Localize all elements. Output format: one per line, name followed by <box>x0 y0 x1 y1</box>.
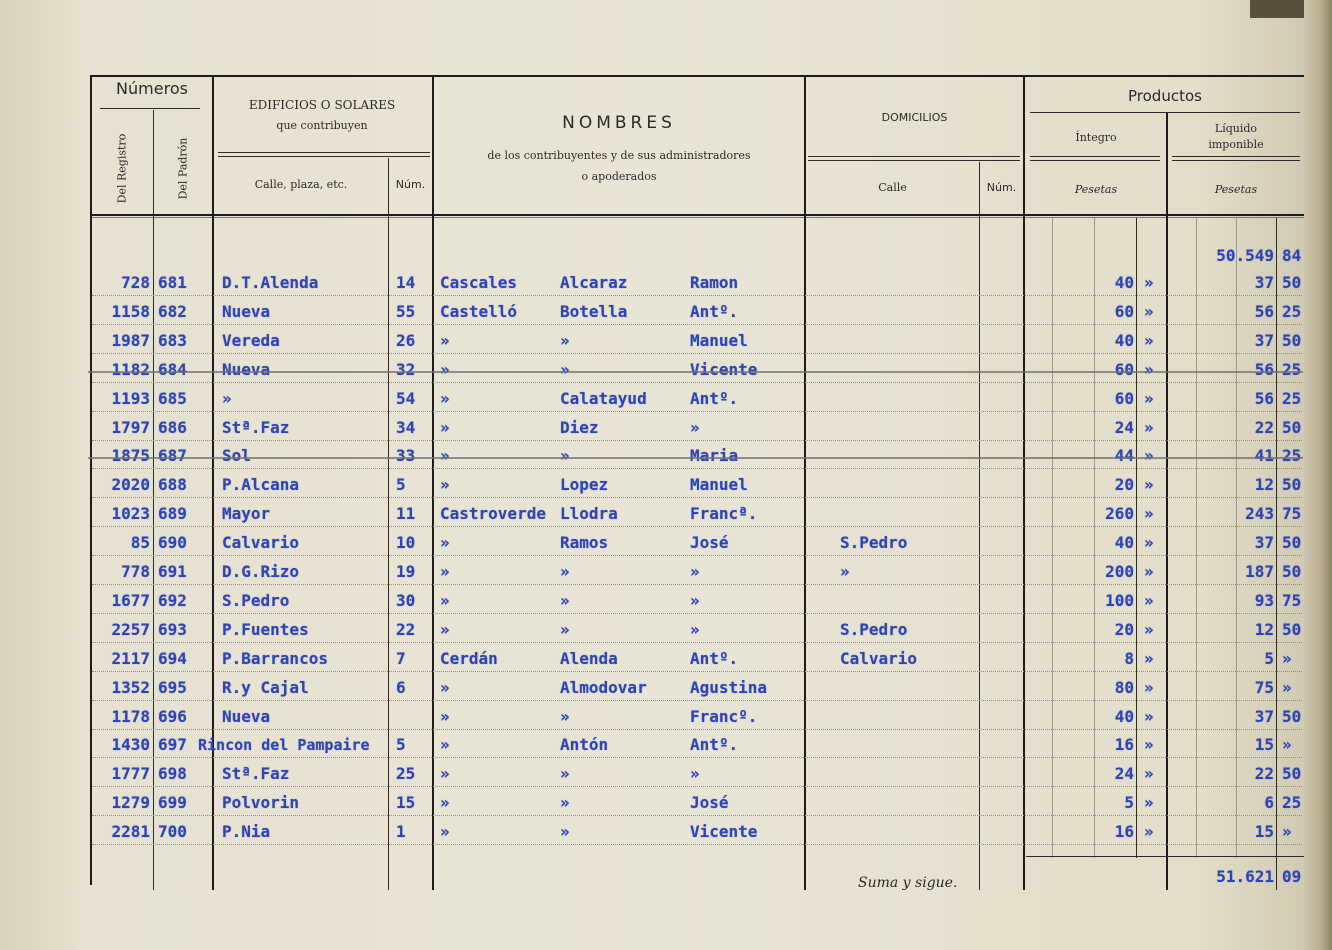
cell-calle: Mayor <box>222 504 271 524</box>
edificios-rule-1 <box>218 152 430 153</box>
cell-padron: 697 <box>158 735 187 755</box>
cell-calle: P.Nia <box>222 822 271 842</box>
cell-padron: 684 <box>158 359 187 379</box>
cell-padron: 689 <box>158 504 187 524</box>
cell-liquido-centimos: » <box>1282 648 1292 668</box>
col-rule-left <box>90 75 92 885</box>
cell-calle: D.T.Alenda <box>222 273 319 292</box>
cell-liquido-pesetas: 56 <box>1254 359 1274 379</box>
cell-apellido-1: » <box>440 619 450 639</box>
cell-liquido-pesetas: 56 <box>1254 388 1274 408</box>
cell-liquido-centimos: 25 <box>1282 388 1302 408</box>
cell-registro: 778 <box>121 562 150 581</box>
cell-liquido-centimos: 50 <box>1282 273 1302 292</box>
cell-liquido-centimos: 50 <box>1282 330 1302 350</box>
cell-padron: 686 <box>158 417 187 437</box>
cell-liquido-centimos: 75 <box>1282 504 1302 524</box>
cell-apellido-2: Alenda <box>560 648 618 668</box>
col-rule-num <box>432 75 434 890</box>
carry-in-liquido-pesetas: 50.549 <box>1216 246 1274 265</box>
row-guide-line <box>92 440 1302 441</box>
cell-calle: P.Barrancos <box>222 648 328 668</box>
cell-integro-centimos: » <box>1144 504 1154 524</box>
row-guide-line <box>92 844 1302 845</box>
cell-integro-pesetas: 80 <box>1114 677 1134 697</box>
cell-registro: 1677 <box>111 590 150 610</box>
cell-num: 22 <box>396 619 416 639</box>
cell-apellido-1: » <box>440 735 450 755</box>
total-rule <box>1026 856 1304 857</box>
cell-liquido-pesetas: 187 <box>1245 562 1274 581</box>
cell-registro: 85 <box>130 533 150 553</box>
cell-calle: » <box>222 388 232 408</box>
cell-calle: P.Alcana <box>222 475 300 495</box>
cell-registro: 2281 <box>111 822 150 842</box>
cell-nombre: Manuel <box>690 330 748 350</box>
cell-apellido-1: » <box>440 677 450 697</box>
cell-num: 26 <box>396 330 416 350</box>
cell-nombre: Antº. <box>690 735 739 755</box>
cell-apellido-2: Botella <box>560 301 628 321</box>
header-domicilios: DOMICILIOS <box>881 111 948 124</box>
cell-integro-pesetas: 40 <box>1114 533 1134 553</box>
cell-num: 55 <box>396 301 416 321</box>
cell-apellido-2: » <box>560 793 570 813</box>
cell-calle: P.Fuentes <box>222 619 309 639</box>
cell-num: 10 <box>396 533 416 553</box>
cell-domicilio: S.Pedro <box>840 533 908 553</box>
cell-liquido-pesetas: 243 <box>1245 504 1274 524</box>
productos-rule <box>1030 112 1300 113</box>
cell-liquido-centimos: 50 <box>1282 417 1302 437</box>
row-guide-line <box>92 497 1302 498</box>
cell-integro-centimos: » <box>1144 533 1154 553</box>
cell-liquido-pesetas: 37 <box>1254 533 1274 553</box>
strike-through-line <box>88 371 1303 373</box>
cell-apellido-2: Calatayud <box>560 388 647 408</box>
cell-num: 54 <box>396 388 416 408</box>
cell-apellido-1: » <box>440 359 450 379</box>
cell-padron: 696 <box>158 706 187 726</box>
header-nombres: NOMBRES <box>562 113 676 133</box>
integro-rule-2 <box>1030 160 1160 161</box>
row-guide-line <box>92 786 1302 787</box>
cell-domicilio: Calvario <box>840 648 918 668</box>
header-edificios-l1: EDIFICIOS O SOLARES <box>248 98 396 112</box>
cell-integro-pesetas: 20 <box>1114 619 1134 639</box>
cell-integro-pesetas: 60 <box>1114 301 1134 321</box>
cell-integro-centimos: » <box>1144 359 1154 379</box>
cell-num: 7 <box>396 648 406 668</box>
cell-liquido-pesetas: 6 <box>1264 793 1274 813</box>
table-top-rule <box>90 75 1304 77</box>
cell-padron: 687 <box>158 446 187 466</box>
cell-padron: 682 <box>158 301 187 321</box>
cell-registro: 728 <box>121 273 150 292</box>
col-rule-int-a <box>1052 218 1053 858</box>
cell-registro: 1193 <box>111 388 150 408</box>
cell-padron: 695 <box>158 677 187 697</box>
cell-integro-centimos: » <box>1144 590 1154 610</box>
cell-nombre: Antº. <box>690 388 739 408</box>
cell-apellido-1: Cerdán <box>440 648 498 668</box>
cell-registro: 1875 <box>111 446 150 466</box>
header-numeros: Números <box>116 79 188 98</box>
col-rule-calle <box>388 158 389 890</box>
cell-integro-pesetas: 20 <box>1114 475 1134 495</box>
cell-nombre: » <box>690 590 700 610</box>
cell-apellido-1: Castelló <box>440 301 518 321</box>
header-bottom-rule-2 <box>90 217 1304 218</box>
cell-nombre: Manuel <box>690 475 748 495</box>
cell-liquido-pesetas: 37 <box>1254 330 1274 350</box>
edificios-rule-2 <box>218 156 430 157</box>
cell-liquido-pesetas: 93 <box>1254 590 1274 610</box>
cell-num: 5 <box>396 735 406 755</box>
cell-apellido-1: » <box>440 822 450 842</box>
cell-padron: 699 <box>158 793 187 813</box>
cell-liquido-pesetas: 12 <box>1254 619 1274 639</box>
cell-integro-pesetas: 16 <box>1114 822 1134 842</box>
cell-apellido-1: » <box>440 793 450 813</box>
header-pesetas-1: Pesetas <box>1074 183 1118 196</box>
cell-calle: Nueva <box>222 706 271 726</box>
cell-liquido-centimos: 50 <box>1282 533 1302 553</box>
cell-liquido-centimos: 50 <box>1282 562 1302 581</box>
cell-calle: D.G.Rizo <box>222 562 300 581</box>
cell-calle: Stª.Faz <box>222 764 290 784</box>
header-num: Núm. <box>395 178 426 191</box>
cell-num: 15 <box>396 793 416 813</box>
cell-calle: Rincon del Pampaire <box>198 736 370 755</box>
cell-integro-pesetas: 200 <box>1105 562 1134 581</box>
cell-integro-pesetas: 100 <box>1105 590 1134 610</box>
cell-liquido-pesetas: 15 <box>1254 822 1274 842</box>
cell-calle: Vereda <box>222 330 280 350</box>
cell-nombre: Francº. <box>690 706 758 726</box>
cell-padron: 693 <box>158 619 187 639</box>
cell-integro-pesetas: 5 <box>1124 793 1134 813</box>
cell-nombre: Antº. <box>690 648 739 668</box>
cell-registro: 1797 <box>111 417 150 437</box>
cell-apellido-2: Antón <box>560 735 609 755</box>
cell-liquido-pesetas: 15 <box>1254 735 1274 755</box>
header-productos: Productos <box>1128 87 1202 105</box>
cell-num: 11 <box>396 504 416 524</box>
col-rule-reg <box>153 110 154 890</box>
cell-apellido-2: » <box>560 359 570 379</box>
cell-apellido-1: » <box>440 475 450 495</box>
cell-calle: R.y Cajal <box>222 677 309 697</box>
cell-apellido-1: » <box>440 533 450 553</box>
domicilios-rule-2 <box>808 160 1020 161</box>
cell-liquido-centimos: 25 <box>1282 301 1302 321</box>
cell-nombre: Francª. <box>690 504 758 524</box>
cell-liquido-pesetas: 37 <box>1254 706 1274 726</box>
numeros-rule <box>100 108 200 109</box>
suma-y-sigue: Suma y sigue. <box>858 875 958 891</box>
cell-registro: 1352 <box>111 677 150 697</box>
cell-integro-centimos: » <box>1144 822 1154 842</box>
cell-liquido-centimos: 25 <box>1282 446 1302 466</box>
row-guide-line <box>92 815 1302 816</box>
row-guide-line <box>92 411 1302 412</box>
cell-liquido-centimos: 25 <box>1282 359 1302 379</box>
cell-num: 32 <box>396 359 416 379</box>
cell-apellido-1: » <box>440 562 450 581</box>
col-rule-int-cts <box>1136 218 1137 858</box>
cell-padron: 681 <box>158 273 187 292</box>
cell-calle: Nueva <box>222 359 271 379</box>
cell-num: 19 <box>396 562 416 581</box>
cell-integro-pesetas: 60 <box>1114 388 1134 408</box>
cell-registro: 1158 <box>111 301 150 321</box>
cell-nombre: Vicente <box>690 822 758 842</box>
row-guide-line <box>92 353 1302 354</box>
cell-num: 6 <box>396 677 406 697</box>
cell-calle: S.Pedro <box>222 590 290 610</box>
cell-integro-pesetas: 8 <box>1124 648 1134 668</box>
cell-num: 25 <box>396 764 416 784</box>
cell-registro: 1023 <box>111 504 150 524</box>
cell-integro-centimos: » <box>1144 619 1154 639</box>
cell-integro-pesetas: 40 <box>1114 273 1134 292</box>
cell-integro-centimos: » <box>1144 475 1154 495</box>
cell-padron: 685 <box>158 388 187 408</box>
cell-liquido-pesetas: 56 <box>1254 301 1274 321</box>
cell-padron: 688 <box>158 475 187 495</box>
row-guide-line <box>92 700 1302 701</box>
cell-registro: 1777 <box>111 764 150 784</box>
col-rule-nombres <box>804 75 806 890</box>
cell-apellido-1: » <box>440 706 450 726</box>
cell-apellido-2: Alcaraz <box>560 273 628 292</box>
col-rule-pad <box>212 75 214 890</box>
cell-apellido-2: » <box>560 590 570 610</box>
cell-apellido-2: Diez <box>560 417 599 437</box>
cell-apellido-2: Lopez <box>560 475 609 495</box>
cell-nombre: » <box>690 619 700 639</box>
cell-domicilio: S.Pedro <box>840 619 908 639</box>
cell-calle: Calvario <box>222 533 300 553</box>
cell-liquido-centimos: 50 <box>1282 706 1302 726</box>
cell-integro-centimos: » <box>1144 417 1154 437</box>
cell-nombre: » <box>690 562 700 581</box>
cell-integro-centimos: » <box>1144 648 1154 668</box>
cell-num: 33 <box>396 446 416 466</box>
cell-apellido-2: Llodra <box>560 504 618 524</box>
row-guide-line <box>92 584 1302 585</box>
cell-nombre: Vicente <box>690 359 758 379</box>
cell-liquido-pesetas: 12 <box>1254 475 1274 495</box>
cell-liquido-centimos: 75 <box>1282 590 1302 610</box>
cell-liquido-pesetas: 22 <box>1254 764 1274 784</box>
strike-through-line <box>88 457 1303 459</box>
cell-liquido-pesetas: 5 <box>1264 648 1274 668</box>
row-guide-line <box>92 324 1302 325</box>
cell-apellido-2: Ramos <box>560 533 609 553</box>
cell-padron: 694 <box>158 648 187 668</box>
cell-integro-centimos: » <box>1144 562 1154 581</box>
cell-registro: 1182 <box>111 359 150 379</box>
col-rule-liq-cts <box>1276 218 1277 890</box>
cell-domicilio: » <box>840 562 850 581</box>
cell-liquido-pesetas: 22 <box>1254 417 1274 437</box>
cell-integro-centimos: » <box>1144 273 1154 292</box>
cell-nombre: Maria <box>690 446 739 466</box>
domicilios-rule-1 <box>808 156 1020 157</box>
header-dom-calle: Calle <box>878 181 907 194</box>
row-guide-line <box>92 642 1302 643</box>
cell-registro: 1430 <box>111 735 150 755</box>
liquido-rule-1 <box>1172 156 1300 157</box>
header-nombres-sub1: de los contribuyentes y de sus administradores <box>487 149 751 162</box>
cell-calle: Sol <box>222 446 251 466</box>
cell-integro-centimos: » <box>1144 764 1154 784</box>
cell-apellido-1: » <box>440 417 450 437</box>
row-guide-line <box>92 526 1302 527</box>
cell-integro-pesetas: 16 <box>1114 735 1134 755</box>
cell-integro-centimos: » <box>1144 735 1154 755</box>
cell-nombre: Ramon <box>690 273 739 292</box>
cell-nombre: José <box>690 793 729 813</box>
cell-padron: 692 <box>158 590 187 610</box>
cell-apellido-2: » <box>560 822 570 842</box>
cell-num: 5 <box>396 475 406 495</box>
cell-num: 1 <box>396 822 406 842</box>
liquido-rule-2 <box>1172 160 1300 161</box>
cell-apellido-2: » <box>560 562 570 581</box>
cell-padron: 700 <box>158 822 187 842</box>
cell-liquido-centimos: 50 <box>1282 764 1302 784</box>
cell-apellido-2: » <box>560 446 570 466</box>
cell-registro: 2117 <box>111 648 150 668</box>
cell-apellido-1: » <box>440 446 450 466</box>
cell-liquido-pesetas: 41 <box>1254 446 1274 466</box>
cell-apellido-2: » <box>560 764 570 784</box>
header-integro: Íntegro <box>1075 131 1117 144</box>
cell-registro: 1178 <box>111 706 150 726</box>
cell-liquido-centimos: 50 <box>1282 475 1302 495</box>
cell-integro-pesetas: 60 <box>1114 359 1134 379</box>
row-guide-line <box>92 295 1302 296</box>
row-guide-line <box>92 671 1302 672</box>
cell-apellido-2: » <box>560 706 570 726</box>
header-dom-num: Núm. <box>986 181 1017 194</box>
row-guide-line <box>92 382 1302 383</box>
cell-integro-centimos: » <box>1144 677 1154 697</box>
cell-num: 34 <box>396 417 416 437</box>
cell-integro-pesetas: 44 <box>1114 446 1134 466</box>
header-bottom-rule <box>90 214 1304 216</box>
carry-in-liquido-centimos: 84 <box>1282 246 1302 265</box>
cell-nombre: Antº. <box>690 301 739 321</box>
header-liquido-l1: Líquido <box>1214 122 1258 135</box>
cell-nombre: José <box>690 533 729 553</box>
total-liquido-pesetas: 51.621 <box>1216 867 1274 886</box>
header-pesetas-2: Pesetas <box>1214 183 1258 196</box>
cell-liquido-centimos: 50 <box>1282 619 1302 639</box>
cell-integro-pesetas: 260 <box>1105 504 1134 524</box>
cell-integro-pesetas: 24 <box>1114 417 1134 437</box>
cell-integro-centimos: » <box>1144 388 1154 408</box>
cell-apellido-2: » <box>560 330 570 350</box>
cell-integro-centimos: » <box>1144 330 1154 350</box>
cell-padron: 690 <box>158 533 187 553</box>
cell-integro-pesetas: 40 <box>1114 706 1134 726</box>
cell-apellido-1: » <box>440 764 450 784</box>
header-del-registro: Del Registro <box>115 133 129 204</box>
cell-apellido-1: » <box>440 590 450 610</box>
cell-integro-centimos: » <box>1144 301 1154 321</box>
header-liquido-l2: imponible <box>1208 138 1264 151</box>
row-guide-line <box>92 729 1302 730</box>
cell-liquido-pesetas: 75 <box>1254 677 1274 697</box>
page-edge <box>1304 0 1332 950</box>
integro-rule-1 <box>1030 156 1160 157</box>
cell-padron: 691 <box>158 562 187 581</box>
cell-calle: Stª.Faz <box>222 417 290 437</box>
cell-nombre: Agustina <box>690 677 768 697</box>
cell-apellido-1: Cascales <box>440 273 518 292</box>
row-guide-line <box>92 468 1302 469</box>
cell-liquido-centimos: 25 <box>1282 793 1302 813</box>
cell-apellido-1: Castroverde <box>440 504 546 524</box>
col-rule-liq-a <box>1196 218 1197 858</box>
row-guide-line <box>92 757 1302 758</box>
row-guide-line <box>92 555 1302 556</box>
cell-nombre: » <box>690 764 700 784</box>
cell-apellido-2: » <box>560 619 570 639</box>
cell-registro: 1987 <box>111 330 150 350</box>
total-liquido-centimos: 09 <box>1282 867 1302 886</box>
cell-integro-pesetas: 24 <box>1114 764 1134 784</box>
cell-num: 30 <box>396 590 416 610</box>
cell-liquido-pesetas: 37 <box>1254 273 1274 292</box>
cell-padron: 683 <box>158 330 187 350</box>
cell-liquido-centimos: » <box>1282 677 1292 697</box>
cell-integro-centimos: » <box>1144 793 1154 813</box>
cell-registro: 1279 <box>111 793 150 813</box>
cell-registro: 2257 <box>111 619 150 639</box>
col-rule-int <box>1166 112 1168 890</box>
cell-nombre: » <box>690 417 700 437</box>
cell-num: 14 <box>396 273 416 292</box>
header-calle-plaza: Calle, plaza, etc. <box>254 178 348 191</box>
cell-apellido-1: » <box>440 330 450 350</box>
cell-integro-pesetas: 40 <box>1114 330 1134 350</box>
cell-calle: Polvorin <box>222 793 300 813</box>
header-nombres-sub2: o apoderados <box>581 170 657 183</box>
cell-integro-centimos: » <box>1144 446 1154 466</box>
cell-liquido-centimos: » <box>1282 822 1292 842</box>
cell-apellido-1: » <box>440 388 450 408</box>
header-del-padron: Del Padrón <box>176 137 190 200</box>
cell-padron: 698 <box>158 764 187 784</box>
header-edificios-l2: que contribuyen <box>276 119 368 132</box>
col-rule-dom <box>1023 75 1025 890</box>
cell-integro-centimos: » <box>1144 706 1154 726</box>
cell-liquido-centimos: » <box>1282 735 1292 755</box>
cell-apellido-2: Almodovar <box>560 677 647 697</box>
cell-registro: 2020 <box>111 475 150 495</box>
row-guide-line <box>92 613 1302 614</box>
cell-calle: Nueva <box>222 301 271 321</box>
